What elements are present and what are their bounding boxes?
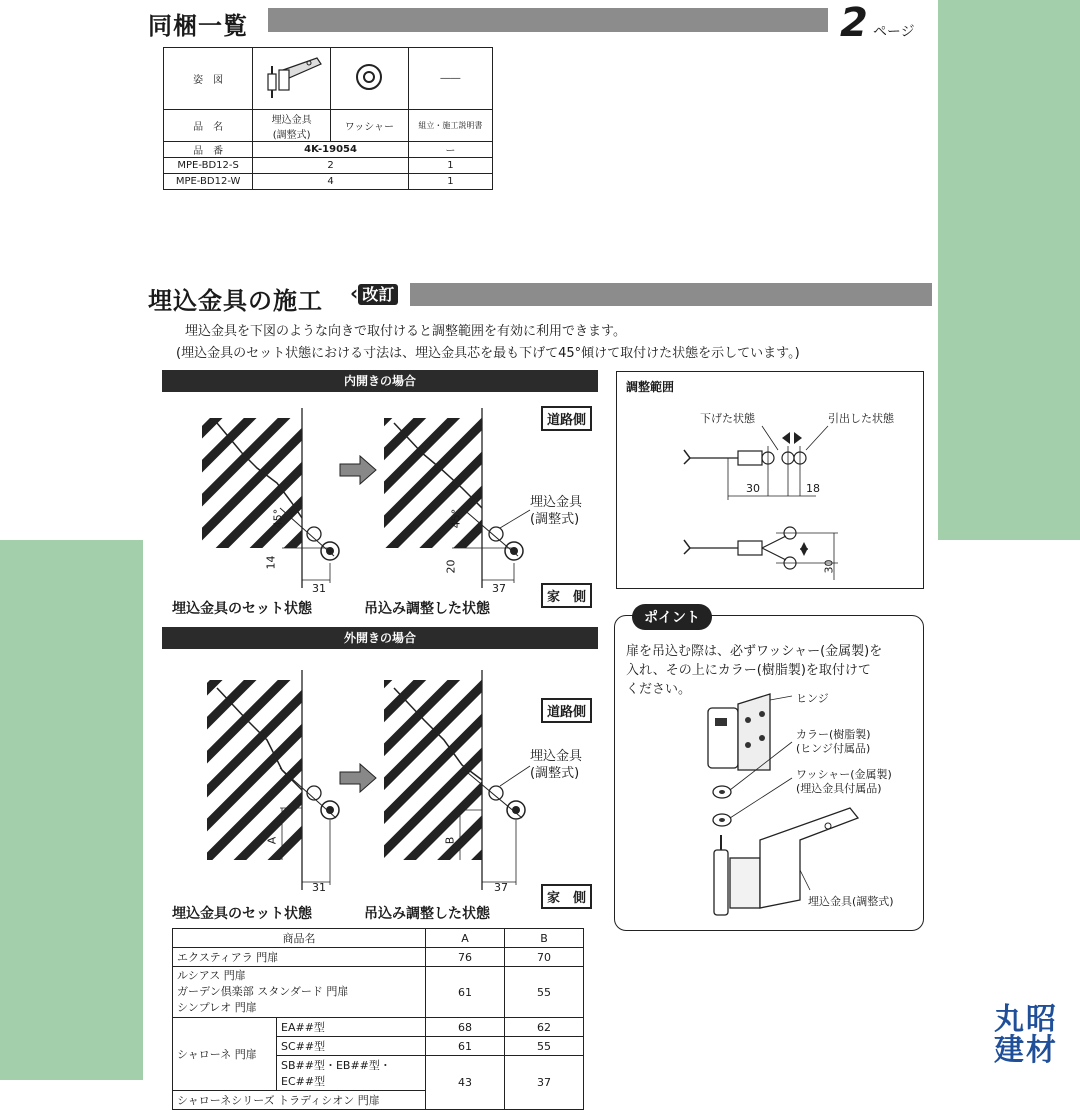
construction-desc-2: (埋込金具のセット状態における寸法は、埋込金具芯を最も下げて45°傾けて取付けた状態を示しています。) xyxy=(176,346,800,361)
construction-desc-1: 埋込金具を下図のような向きで取付けると調整範囲を有効に利用できます。 xyxy=(185,324,626,339)
row-code-label: 品 番 xyxy=(164,142,253,158)
item3-name: 組立・施工説明書 xyxy=(408,110,492,142)
point-text: 扉を吊込む際は、必ずワッシャー(金属製)を 入れ、その上にカラー(樹脂製)を取付けて ください。 xyxy=(626,644,883,697)
range-dim-30a: 30 xyxy=(746,482,760,495)
item2-name: ワッシャー xyxy=(330,110,408,142)
range-dim-30b: 30 xyxy=(822,559,836,574)
point-diagram xyxy=(700,690,880,925)
row-name-label: 品 名 xyxy=(164,110,253,142)
row-s-qty: 2 xyxy=(253,158,409,174)
fitting-icon xyxy=(259,52,325,102)
point-badge: ポイント xyxy=(632,604,712,630)
dims-r3c-b: 37 xyxy=(505,1056,584,1110)
dims-table xyxy=(172,928,584,1110)
outward-caption-adj: 吊込み調整した状態 xyxy=(364,906,490,922)
dims-r2-b: 55 xyxy=(505,967,584,1018)
inward-road-side: 道路側 xyxy=(541,406,592,431)
code-value: 4K-19054 xyxy=(253,142,409,158)
doc-figure: ―― xyxy=(408,48,492,110)
dims-r3a-a: 68 xyxy=(426,1018,505,1037)
row-figure-label: 姿 図 xyxy=(164,48,253,110)
construction-title: 埋込金具の施工 xyxy=(148,287,323,315)
page-number: 2 xyxy=(840,0,868,46)
contents-title-bar xyxy=(268,8,828,32)
inward-dim-20: 20 xyxy=(444,559,458,574)
page-indicator xyxy=(840,0,915,46)
inward-dim-14: 14 xyxy=(264,555,278,570)
washer-icon xyxy=(349,57,389,97)
dims-r3b-a: 61 xyxy=(426,1037,505,1056)
outward-dim-37: 37 xyxy=(494,881,508,894)
outward-dim-a: A xyxy=(265,836,279,845)
dims-header-name: 商品名 xyxy=(173,929,426,948)
page-suffix: ページ xyxy=(872,24,915,40)
inward-band: 内開きの場合 xyxy=(162,370,598,392)
inward-house-side: 家 側 xyxy=(541,583,592,608)
dims-r3c-type: SB##型・EB##型・EC##型 xyxy=(277,1056,426,1091)
dims-r1-name: エクスティアラ 門扉 xyxy=(173,948,426,967)
dims-r1-a: 76 xyxy=(426,948,505,967)
range-diagram xyxy=(616,420,924,585)
contents-table xyxy=(163,47,493,190)
dims-r3b-type: SC##型 xyxy=(277,1037,426,1056)
outward-dim-31: 31 xyxy=(312,881,326,894)
green-panel-right xyxy=(938,0,1080,540)
inward-caption-set: 埋込金具のセット状態 xyxy=(172,601,312,617)
revised-badge: ‹ 改訂 xyxy=(350,281,398,305)
table-row xyxy=(173,948,584,967)
range-dim-18: 18 xyxy=(806,482,820,495)
point-hinge-label: ヒンジ xyxy=(796,692,829,705)
item1-name: 埋込金具 (調整式) xyxy=(253,110,331,142)
outward-road-side: 道路側 xyxy=(541,698,592,723)
dims-r2-a: 61 xyxy=(426,967,505,1018)
dims-r3b-b: 55 xyxy=(505,1037,584,1056)
contents-title: 同梱一覧 xyxy=(148,12,248,40)
dims-r3-group: シャローネ 門扉 xyxy=(173,1018,277,1091)
washer-figure xyxy=(330,48,408,110)
fitting-figure xyxy=(253,48,331,110)
dims-r1-b: 70 xyxy=(505,948,584,967)
code-dash: ー xyxy=(408,142,492,158)
point-washer-label: ワッシャー(金属製) (埋込金具付属品) xyxy=(796,768,892,795)
range-title: 調整範囲 xyxy=(626,380,675,394)
inward-dim-37: 37 xyxy=(492,582,506,595)
row-s-label: MPE-BD12-S xyxy=(164,158,253,174)
table-row xyxy=(173,1018,584,1037)
inward-caption-adj: 吊込み調整した状態 xyxy=(364,601,490,617)
inward-angle-1: 45° xyxy=(271,508,285,529)
inward-fitting-label: 埋込金具 (調整式) xyxy=(530,495,583,527)
outward-dim-b: B xyxy=(443,836,457,845)
outward-band: 外開きの場合 xyxy=(162,627,598,649)
table-row xyxy=(173,967,584,1018)
green-panel-left xyxy=(0,540,143,1080)
outward-fitting-label: 埋込金具 (調整式) xyxy=(530,749,583,781)
outward-house-side: 家 側 xyxy=(541,884,592,909)
row-w-label: MPE-BD12-W xyxy=(164,174,253,190)
dims-r3a-b: 62 xyxy=(505,1018,584,1037)
dims-r3a-type: EA##型 xyxy=(277,1018,426,1037)
range-lowered: 下げた状態 xyxy=(700,412,755,425)
dims-header-b: B xyxy=(505,929,584,948)
point-fitting-label: 埋込金具(調整式) xyxy=(808,895,894,908)
inward-angle-2: 45° xyxy=(449,508,463,529)
row-w-qty: 4 xyxy=(253,174,409,190)
range-extended: 引出した状態 xyxy=(828,412,894,425)
outward-caption-set: 埋込金具のセット状態 xyxy=(172,906,312,922)
dims-r2-name: ルシアス 門扉 ガーデン倶楽部 スタンダード 門扉 シンプレオ 門扉 xyxy=(173,967,426,1018)
inward-dim-31: 31 xyxy=(312,582,326,595)
row-w-doc: 1 xyxy=(408,174,492,190)
construction-title-bar xyxy=(410,283,932,306)
point-collar-label: カラー(樹脂製) (ヒンジ付属品) xyxy=(796,728,871,755)
row-s-doc: 1 xyxy=(408,158,492,174)
dims-header-a: A xyxy=(426,929,505,948)
brand-logo: 丸昭 建材 xyxy=(994,1002,1058,1068)
dims-r4-name: シャローネシリーズ トラディシオン 門扉 xyxy=(173,1091,426,1110)
dims-r3c-a: 43 xyxy=(426,1056,505,1110)
